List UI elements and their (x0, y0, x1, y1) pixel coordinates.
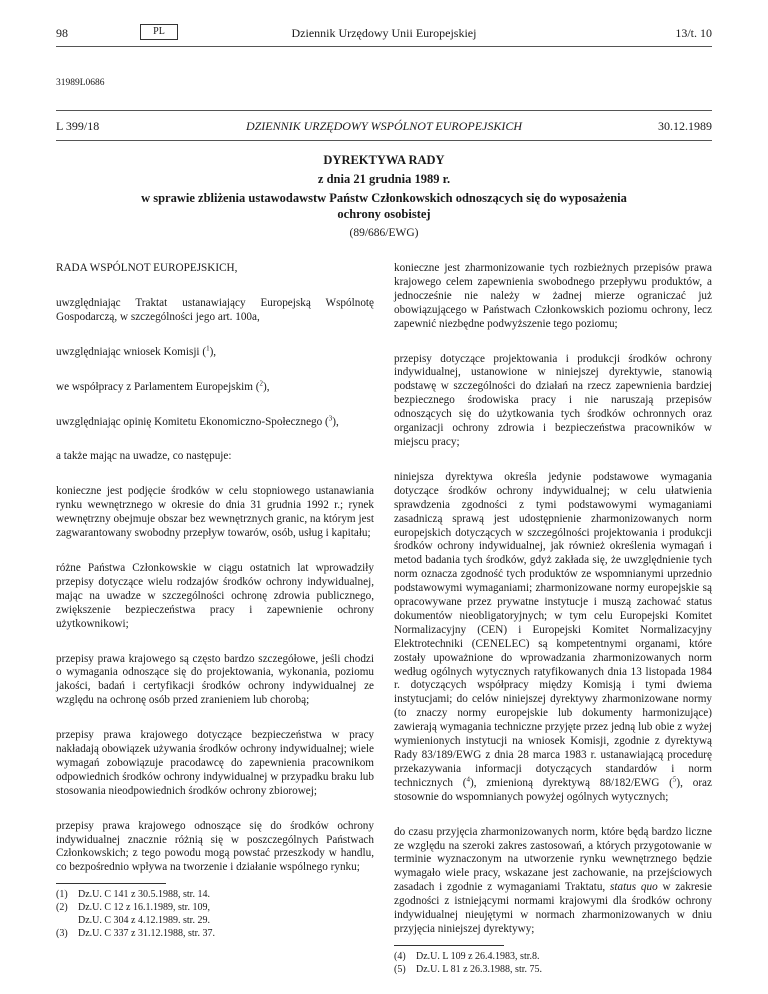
directive-subject-line-1: w sprawie zbliżenia ustawodawstw Państw Członkowskich odnoszących się do wyposażenia (141, 191, 627, 205)
footnote-number: (5) (394, 963, 406, 975)
footnote-text: Dz.U. C 12 z 16.1.1989, str. 109, (78, 902, 210, 914)
special-edition-ref: 13/t. 10 (675, 26, 712, 40)
recital-3: przepisy prawa krajowego są często bardzo szczegółowe, jeśli chodzi o wymagania odnoszące się do projektowania, wykonania, poziomu jakości, badań i certyfikacji środków ochrony indywidualnej ze względu na ochronę osób przed zranieniem lub chorobą; (56, 652, 374, 707)
footnote-number (56, 914, 78, 927)
recital-treaty: uwzględniając Traktat ustanawiający Europejską Wspólnotę Gospodarczą, w szczególności jego art. 100a, (56, 296, 374, 323)
footnote-text: Dz.U. L 109 z 26.4.1983, str.8. (416, 950, 540, 962)
footnote-number: (2) (56, 902, 68, 914)
footnote-ref: 4 (466, 775, 471, 784)
directive-number: (89/686/EWG) (349, 227, 419, 239)
footnote-text: Dz.U. L 81 z 26.3.1988, str. 75. (416, 963, 543, 975)
recital-8: niniejsza dyrektywa określa jedynie podstawowe wymagania dotyczące środków ochrony indywidualnej; w celu ułatwienia sprawdzenia zgodności z tymi podstawowymi wymaganiami zasadniczą sprawą jest udostępnienie zharmonizowanych norm europejskich dotyczących w szczególności projektowania i produkcji środków ochrony indywidualnej, jak również określenia wymagań i metod badania tych środków, gdyż zakłada się, że uwzględnienie tych norm oznacza zgodność tych produktów ze wspomnianymi uprzednio podstawowymi wymaganiami; zharmonizowane normy europejskie są opracowywane przez prywatne instytucje i muszą zachować status dokumentów nieobligatoryjnych; w tym celu Europejski Komitet Normalizacyjny (CEN) i Europejski Komitet Normalizacyjny Elektrotechniki (CENELEC) są kompetentnymi organami, które zostały upoważnione do wprowadzania zharmonizowanych norm według ogólnych wytycznych ratyfikowanych dnia 13 listopada 1984 r. dotyczących współpracy między Komisją i tymi dwiema instytucjami; do celów niniejszej dyrektywy zharmonizowane normy (to znaczy normy europejskie lub dokumenty harmonizujące) zawierają wymagania techniczne przyjęte przez jedną lub obie z wyżej wymienionych instytucji na wniosek Komisji, zgodnie z dyrektywą Rady 83/189/EWG z dnia 28 marca 1983 r. ustanawiającą procedurę przekazywania informacji dotyczących standardów i norm technicznych ($^4$), zmienioną dyrektywą 88/182/EWG ($^5$), oraz stosownie do wspomnianych powyżej ogólnych wytycznych; (394, 470, 712, 803)
footnote-text: Dz.U. C 304 z 4.12.1989. str. 29. (78, 915, 210, 927)
right-footnotes (394, 950, 712, 976)
recital-1: konieczne jest podjęcie środków w celu stopniowego ustanawiania rynku wewnętrznego w okresie do dnia 31 grudnia 1992 r.; rynek wewnętrzny obejmuje obszar bez wewnętrznych granic, na którym jest zagwarantowany swobodny przepływ towarów, osób, usług i kapitału; (56, 485, 374, 540)
right-column (394, 262, 712, 976)
council-heading: RADA WSPÓLNOT EUROPEJSKICH, (56, 262, 238, 274)
footnote-rule (394, 945, 504, 946)
recital-4: przepisy prawa krajowego dotyczące bezpieczeństwa w pracy nakładają obowiązek używania środków ochrony indywidualnej; wiele wymagań zobowiązuje pracodawcę do zapewnienia pracownikom odpowiednich środków ochrony indywidualnej w przypadku braku lub stosowania nieodpowiednich środków ochrony zbiorowej; (56, 729, 374, 797)
recital-esc: uwzględniając opinię Komitetu Ekonomiczno-Społecznego ($^3$), (56, 413, 339, 428)
recital-6: konieczne jest zharmonizowanie tych rozbieżnych przepisów prawa krajowego celem zapewnienia swobodnego przepływu produktów, a jednocześnie nie należy w żadnej mierze ograniczać już obowiązującego w Państwach Członkowskich poziomu ochrony, lecz zapewnić niezbędne podwyższenie tego poziomu; (394, 262, 712, 330)
left-footnotes (56, 888, 374, 940)
recital-2: różne Państwa Członkowskie w ciągu ostatnich lat wprowadziły przepisy dotyczące wielu rodzajów środków ochrony indywidualnej, mając na uwadze w szczególności ochronę zdrowia publicznego, zwiększenie bezpieczeństwa pracy i zapewnienie ochrony użytkownikowi; (56, 561, 374, 630)
recital-commission: uwzględniając wniosek Komisji ($^1$), (56, 343, 217, 358)
directive-date: z dnia 21 grudnia 1989 r. (317, 172, 451, 186)
oj-bar-top-rule (56, 110, 712, 111)
footnote (394, 950, 712, 963)
footnote-rule (56, 883, 166, 884)
footnote-text: Dz.U. C 141 z 30.5.1988, str. 14. (78, 889, 210, 901)
footnote (56, 888, 374, 901)
celex-number: 31989L0686 (56, 78, 105, 88)
footnote-ref: 1 (206, 343, 210, 352)
page-number: 98 (56, 26, 68, 40)
footnote (394, 963, 712, 976)
footnote-number: (1) (56, 889, 68, 901)
directive-title: DYREKTYWA RADY (323, 153, 445, 167)
footnote (56, 927, 374, 940)
oj-reference: L 399/18 (56, 119, 100, 133)
footnote-ref: 3 (328, 413, 333, 422)
oj-bar-bottom-rule (56, 140, 712, 141)
whereas-intro: a także mając na uwadze, co następuje: (56, 450, 232, 463)
footnote-text: Dz.U. C 337 z 31.12.1988, str. 37. (78, 928, 215, 940)
recital-parliament: we współpracy z Parlamentem Europejskim ($^2$), (56, 378, 270, 393)
header-rule (56, 46, 712, 47)
left-column (56, 262, 374, 940)
footnote-number: (3) (56, 928, 68, 940)
footnote-ref: 2 (259, 378, 263, 387)
footnote (56, 901, 374, 914)
footnote (56, 914, 374, 927)
language-badge: PL (140, 24, 178, 40)
footnote-number: (4) (394, 950, 406, 962)
recital-5: przepisy prawa krajowego odnoszące się do środków ochrony indywidualnej znacznie różnią się w poszczególnych Państwach Członkowskich; z tego powodu mogą powstać przeszkody w handlu, co bezpośrednio wpływa na tworzenie i działanie wspólnego rynku; (56, 819, 374, 874)
recital-9: do czasu przyjęcia zharmonizowanych norm, które będą bardzo liczne ze względu na szeroki zakres zastosowań, a których przygotowanie w terminie wyznaczonym na utworzenie rynku wewnętrznego będzie wymagało wiele pracy, wskazane jest zachowanie, na przejściowych zasadach i zgodnie z wymaganiami Traktatu, status quo w zakresie zgodności z istniejącymi normami krajowymi dla środków ochrony indywidualnej nieujętymi w normach zharmonizowanych w dniu przyjęcia niniejszej dyrektywy; (394, 825, 712, 935)
oj-date: 30.12.1989 (658, 119, 712, 133)
oj-journal-name: DZIENNIK URZĘDOWY WSPÓLNOT EUROPEJSKICH (245, 119, 523, 133)
footnote-ref: 5 (672, 775, 677, 784)
journal-title: Dziennik Urzędowy Unii Europejskiej (291, 26, 477, 40)
directive-subject-line-2: ochrony osobistej (337, 207, 431, 221)
recital-7: przepisy dotyczące projektowania i produkcji środków ochrony indywidualnej, ustanowione w niniejszej dyrektywie, stanowią podstawę w szczególności do działań na rzecz zapewnienia bardziej bezpiecznego środowiska pracy i nie naruszają przepisów odnoszących się do użytkowania tych środków ochronnych oraz organizacji ochrony zdrowia i bezpieczeństwa pracowników w miejscu pracy; (394, 352, 712, 448)
